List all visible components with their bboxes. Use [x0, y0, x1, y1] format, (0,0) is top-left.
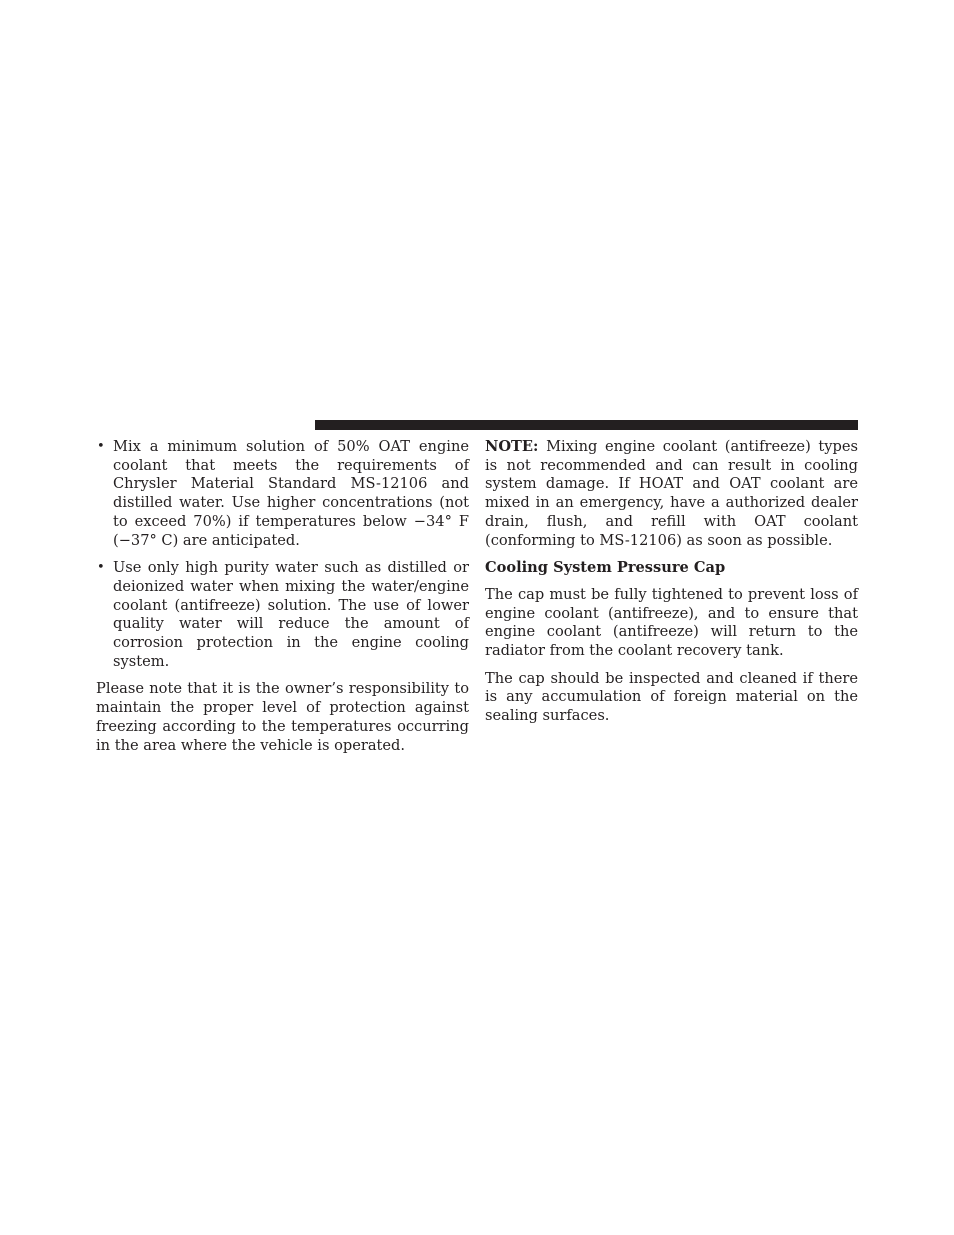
pressure-cap-paragraph-1: The cap must be fully tightened to prevent loss of engine coolant (antifreeze), and to ensure that engine coolant (antifreeze) will return to the radiator from the coolant recovery tank. [485, 585, 858, 660]
bullet-text: Mix a minimum solution of 50% OAT engine coolant that meets the requirements of Chrysler Material Standard MS-12106 and distilled water. Use higher concentrations (not to exceed 70%) if temperatures below −34° F (−37° C) are anticipated. [113, 438, 469, 549]
note-paragraph [485, 438, 858, 550]
pressure-cap-paragraph-2: The cap should be inspected and cleaned if there is any accumulation of foreign material on the sealing surfaces. [485, 669, 858, 725]
coolant-bullet-list [96, 438, 469, 671]
note-label: NOTE: [485, 438, 539, 455]
note-text: Mixing engine coolant (antifreeze) types is not recommended and can result in cooling system damage. If HOAT and OAT coolant are mixed in an emergency, have a authorized dealer drain, flush, and refill with OAT coolant (conforming to MS-12106) as soon as possible. [485, 438, 858, 549]
bullet-icon: • [97, 439, 105, 454]
bullet-text: Use only high purity water such as distilled or deionized water when mixing the water/engine coolant (antifreeze) solution. The use of lower quality water will reduce the amount of corrosion protection in the engine cooling system. [113, 559, 469, 670]
bullet-item-coolant-mix [96, 438, 469, 550]
section-header-bar [315, 420, 858, 430]
owner-responsibility-paragraph: Please note that it is the owner’s responsibility to maintain the proper level of protection against freezing according to the temperatures occurring in the area where the vehicle is operated. [96, 680, 469, 754]
bullet-item-water-purity [96, 559, 469, 671]
section-heading: Cooling System Pressure Cap [485, 559, 726, 577]
right-column [485, 438, 858, 726]
bullet-icon: • [97, 560, 105, 576]
left-column [96, 438, 469, 755]
